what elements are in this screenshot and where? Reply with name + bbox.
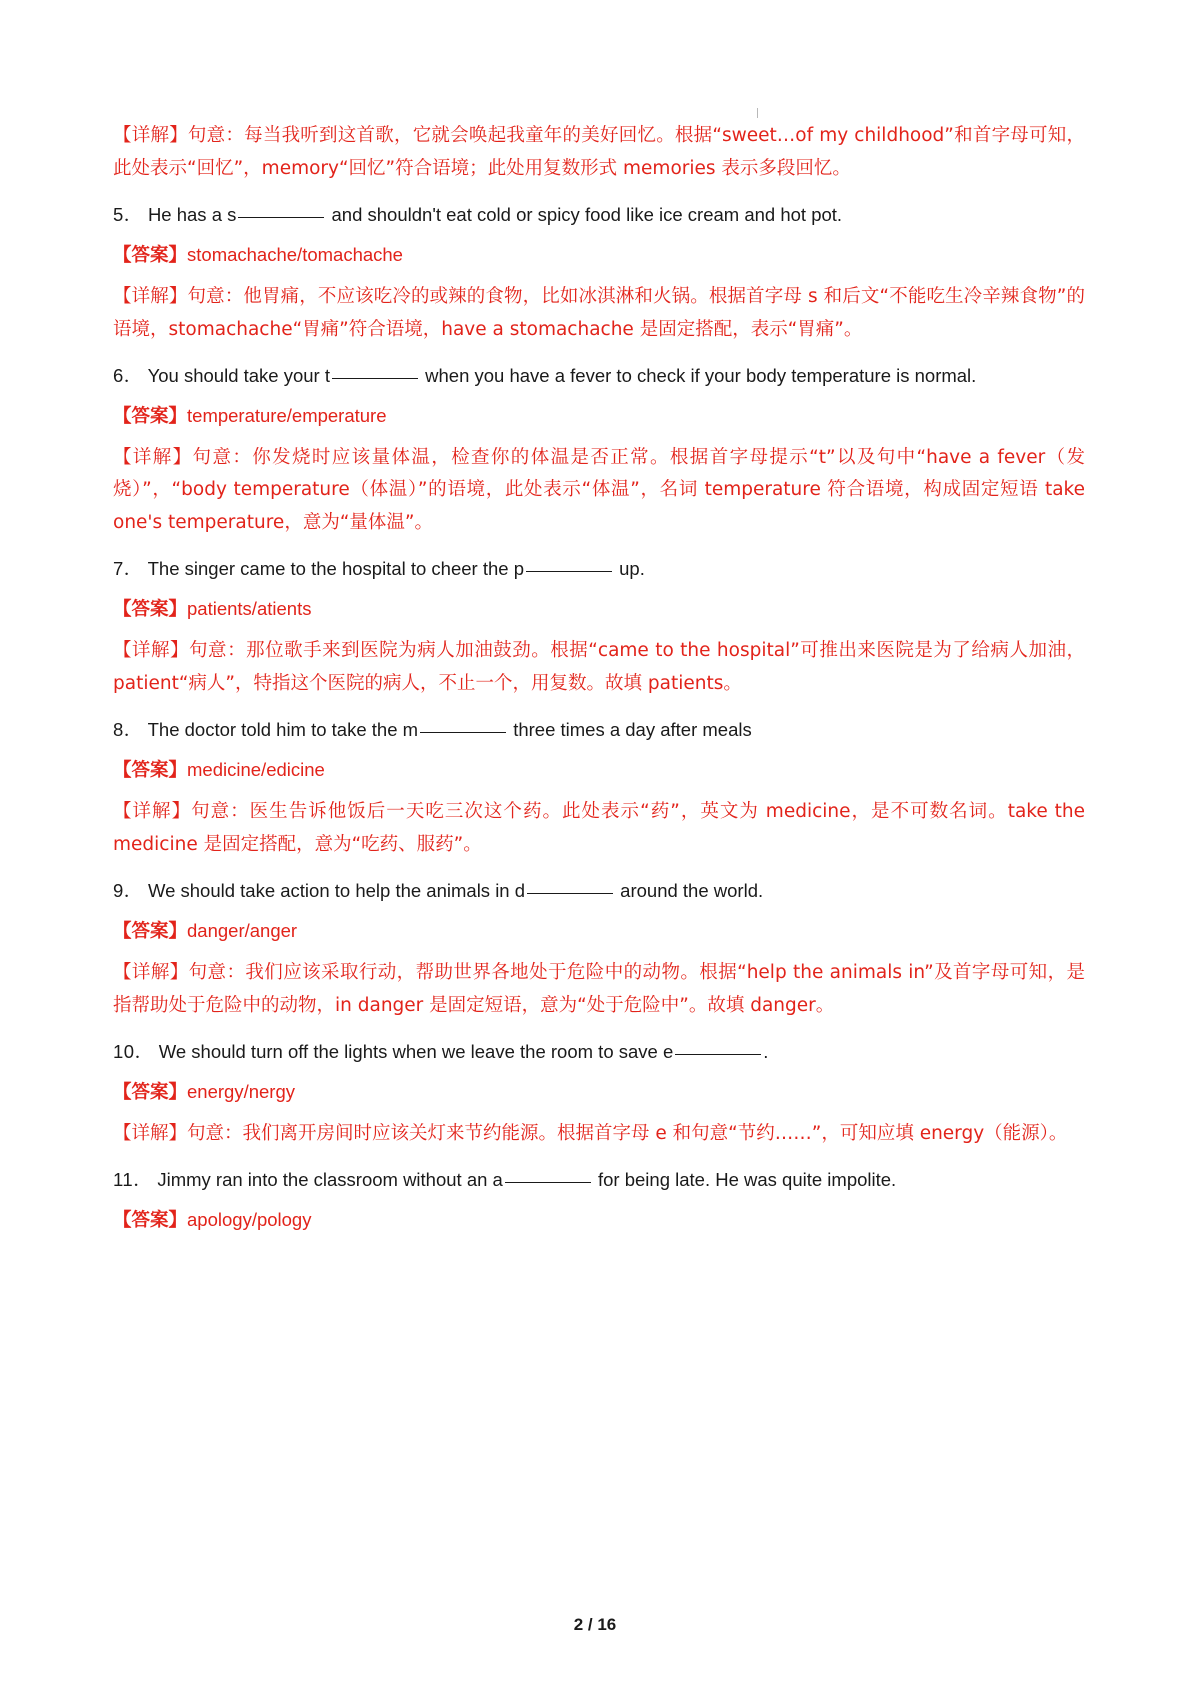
question-number-7: 7． — [113, 558, 143, 580]
answer-tag-11: 【答案】 — [113, 1209, 188, 1231]
question-number-10: 10． — [113, 1040, 154, 1062]
question-block-8 — [105, 715, 1085, 862]
question-text-6-after: when you have a fever to check if your body temperature is normal. — [425, 364, 977, 386]
question-number-5: 5． — [113, 203, 143, 225]
answer-blank-6[interactable] — [332, 377, 418, 379]
answer-tag-8: 【答案】 — [113, 760, 188, 782]
question-number-8: 8． — [113, 719, 143, 741]
answer-text-5: stomachache/tomachache — [187, 243, 403, 265]
question-text-5-before: He has a s — [147, 203, 237, 225]
question-block-7 — [105, 554, 1085, 701]
answer-tag-7: 【答案】 — [113, 599, 188, 621]
question-line-6 — [105, 361, 1085, 391]
answer-blank-11[interactable] — [505, 1181, 591, 1183]
answer-line-6 — [105, 401, 1085, 432]
question-text-7-before: The singer came to the hospital to cheer the p — [147, 558, 524, 580]
question-text-5-after: and shouldn't eat cold or spicy food like ice cream and hot pot. — [331, 203, 843, 225]
question-line-9 — [105, 876, 1085, 906]
answer-line-8 — [105, 755, 1085, 786]
answer-tag-9: 【答案】 — [113, 920, 188, 942]
answer-blank-9[interactable] — [527, 892, 613, 894]
question-block-10 — [105, 1037, 1085, 1151]
answer-line-7 — [105, 594, 1085, 625]
question-text-11-after: for being late. He was quite impolite. — [597, 1168, 897, 1190]
question-text-11-before: Jimmy ran into the classroom without an a — [157, 1168, 503, 1190]
explanation-text-4: 【详解】句意：每当我听到这首歌，它就会唤起我童年的美好回忆。根据“sweet…of my childhood”和首字母可知，此处表示“回忆”，memory“回忆”符合语境；此处用复数形式 memories 表示多段回忆。 — [113, 125, 1085, 179]
question-text-9-before: We should take action to help the animals in d — [147, 879, 526, 901]
question-text-6-before: You should take your t — [147, 364, 330, 386]
answer-text-8: medicine/edicine — [187, 759, 325, 781]
question-text-10-after: . — [763, 1040, 769, 1062]
question-text-8-before: The doctor told him to take the m — [147, 719, 419, 741]
question-block-5 — [105, 200, 1085, 347]
answer-text-9: danger/anger — [187, 919, 298, 941]
question-number-9: 9． — [113, 879, 143, 901]
answer-tag-5: 【答案】 — [113, 244, 188, 266]
answer-blank-8[interactable] — [420, 731, 506, 733]
answer-block-4 — [105, 120, 1085, 186]
answer-blank-10[interactable] — [675, 1053, 761, 1055]
answer-text-11: apology/pology — [187, 1208, 312, 1230]
answer-line-11 — [105, 1205, 1085, 1236]
answer-blank-7[interactable] — [526, 570, 612, 572]
answer-text-6: temperature/emperature — [187, 404, 387, 426]
question-text-7-after: up. — [619, 558, 645, 580]
question-number-11: 11． — [113, 1168, 153, 1190]
question-line-8 — [105, 715, 1085, 745]
explanation-text-8: 【详解】句意：医生告诉他饭后一天吃三次这个药。此处表示“药”，英文为 medicine，是不可数名词。take the medicine 是固定搭配，意为“吃药、服药”。 — [113, 801, 1085, 855]
answer-tag-6: 【答案】 — [113, 405, 188, 427]
page-number-footer: 2 / 16 — [573, 1615, 617, 1634]
explanation-text-9: 【详解】句意：我们应该采取行动，帮助世界各地处于危险中的动物。根据“help the animals in”及首字母可知，是指帮助处于危险中的动物，in danger 是固定短语，意为“处于危险中”。故填 danger。 — [113, 961, 1085, 1016]
question-block-6 — [105, 361, 1085, 541]
explanation-text-6: 【详解】句意：你发烧时应该量体温，检查你的体温是否正常。根据首字母提示“t”以及句中“have a fever（发烧）”，“body temperature（体温）”的语境，此处表示“体温”，名词 temperature 符合语境，构成固定短语 take one's temperature，意为“量体温”。 — [113, 446, 1085, 534]
question-line-5 — [105, 200, 1085, 230]
explanation-text-7: 【详解】句意：那位歌手来到医院为病人加油鼓劲。根据“came to the hospital”可推出来医院是为了给病人加油，patient“病人”，特指这个医院的病人，不止一个，用复数。故填 patients。 — [113, 640, 1085, 695]
question-line-7 — [105, 554, 1085, 584]
answer-line-5 — [105, 240, 1085, 271]
explanation-text-10: 【详解】句意：我们离开房间时应该关灯来节约能源。根据首字母 e 和句意“节约……”，可知应填 energy（能源）。 — [113, 1122, 1068, 1144]
answer-text-7: patients/atients — [187, 598, 312, 620]
answer-text-10: energy/nergy — [187, 1080, 295, 1102]
page-tick-mark — [757, 108, 758, 118]
answer-line-9 — [105, 916, 1085, 947]
question-block-9 — [105, 876, 1085, 1023]
question-line-11 — [105, 1165, 1085, 1195]
question-text-8-after: three times a day after meals — [513, 719, 752, 741]
explanation-text-5: 【详解】句意：他胃痛，不应该吃冷的或辣的食物，比如冰淇淋和火锅。根据首字母 s 和后文“不能吃生冷辛辣食物”的语境，stomachache“胃痛”符合语境，have a stomachache 是固定搭配，表示“胃痛”。 — [113, 285, 1085, 340]
answer-blank-5[interactable] — [238, 216, 324, 218]
answer-line-10 — [105, 1077, 1085, 1108]
answer-tag-10: 【答案】 — [113, 1081, 188, 1103]
question-line-10 — [105, 1037, 1085, 1067]
question-number-6: 6． — [113, 364, 143, 386]
question-text-9-after: around the world. — [620, 879, 764, 901]
question-text-10-before: We should turn off the lights when we leave the room to save e — [158, 1040, 674, 1062]
question-block-11 — [105, 1165, 1085, 1236]
